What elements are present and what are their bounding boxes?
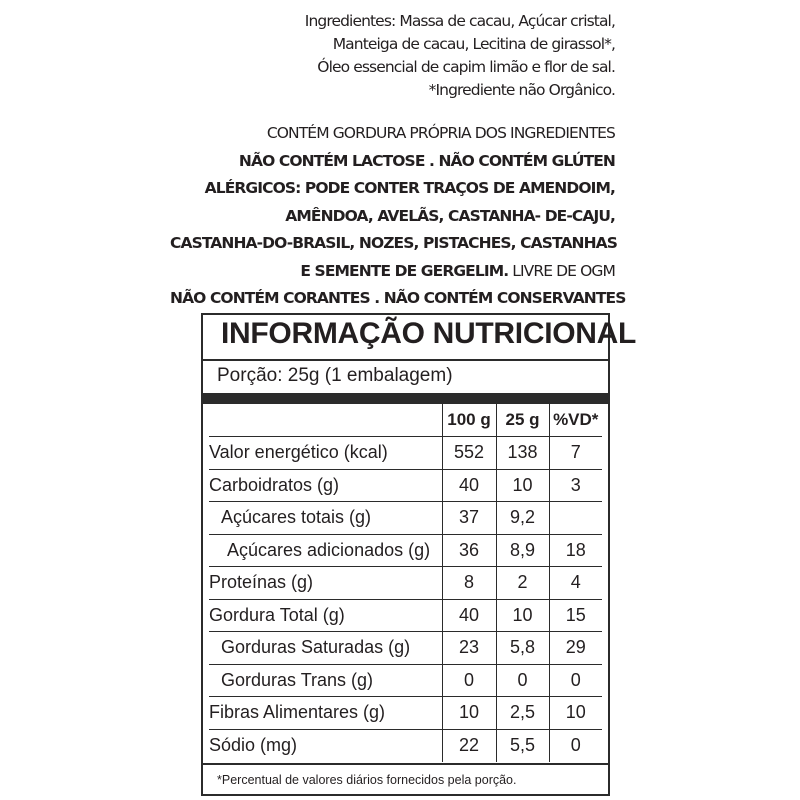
ingredients-footnote: *Ingrediente não Orgânico.: [428, 81, 615, 99]
title-divider: [203, 359, 608, 361]
value-daily-percent: 3: [549, 469, 602, 502]
value-daily-percent: 0: [549, 664, 602, 697]
value-per-100g: 40: [442, 469, 496, 502]
value-daily-percent: 4: [549, 567, 602, 600]
gmo-free-statement: LIVRE DE OGM: [508, 261, 615, 280]
value-daily-percent: 29: [549, 632, 602, 665]
value-per-25g: 0: [496, 664, 549, 697]
value-per-100g: 8: [442, 567, 496, 600]
value-daily-percent: 7: [549, 437, 602, 470]
lactose-gluten-statement: NÃO CONTÉM LACTOSE . NÃO CONTÉM GLÚTEN: [238, 151, 615, 170]
nutrition-title: INFORMAÇÃO NUTRICIONAL: [221, 317, 637, 350]
nutrient-label: Fibras Alimentares (g): [209, 697, 442, 730]
portion-size: Porção: 25g (1 embalagem): [217, 365, 453, 386]
table-row: [209, 632, 602, 665]
nutrient-label: Açúcares adicionados (g): [209, 534, 442, 567]
table-row: [209, 534, 602, 567]
value-per-25g: 9,2: [496, 502, 549, 535]
value-per-100g: 37: [442, 502, 496, 535]
ingredients-line: Manteiga de cacau, Lecitina de girassol*,: [332, 35, 615, 53]
value-per-100g: 552: [442, 437, 496, 470]
nutrient-label: Proteínas (g): [209, 567, 442, 600]
value-daily-percent: [549, 502, 602, 535]
value-per-100g: 36: [442, 534, 496, 567]
column-header-daily-value: %VD*: [549, 404, 602, 437]
nutrient-label: Gorduras Trans (g): [209, 664, 442, 697]
allergen-line: E SEMENTE DE GERGELIM.: [300, 261, 509, 280]
table-row: [209, 469, 602, 502]
footnote-divider: [203, 763, 608, 765]
value-per-25g: 10: [496, 599, 549, 632]
value-per-25g: 5,8: [496, 632, 549, 665]
value-per-25g: 138: [496, 437, 549, 470]
value-per-25g: 5,5: [496, 729, 549, 762]
value-daily-percent: 18: [549, 534, 602, 567]
table-header-row: [209, 404, 602, 437]
portion-divider: [203, 393, 608, 404]
nutrition-table: [209, 404, 602, 762]
value-per-25g: 8,9: [496, 534, 549, 567]
allergen-warnings: [170, 120, 626, 313]
allergen-line: CASTANHA-DO-BRASIL, NOZES, PISTACHES, CASTANHAS: [170, 234, 618, 252]
column-header-per-100g: 100 g: [442, 404, 496, 437]
allergen-line: ALÉRGICOS: PODE CONTER TRAÇOS DE AMENDOIM,: [204, 179, 615, 197]
nutrient-label: Sódio (mg): [209, 729, 442, 762]
nutrient-label: Gordura Total (g): [209, 599, 442, 632]
value-daily-percent: 15: [549, 599, 602, 632]
value-per-100g: 10: [442, 697, 496, 730]
table-row: [209, 697, 602, 730]
nutrient-label: Valor energético (kcal): [209, 437, 442, 470]
value-daily-percent: 10: [549, 697, 602, 730]
table-row: [209, 567, 602, 600]
ingredients-line: Ingredientes: Massa de cacau, Açúcar cristal,: [304, 12, 615, 30]
ingredients-block: [230, 10, 615, 102]
table-row: [209, 729, 602, 762]
value-per-25g: 2,5: [496, 697, 549, 730]
value-per-25g: 10: [496, 469, 549, 502]
value-per-100g: 23: [442, 632, 496, 665]
daily-value-footnote: *Percentual de valores diários fornecidos pela porção.: [217, 773, 517, 787]
colorant-preservative-statement: NÃO CONTÉM CORANTES . NÃO CONTÉM CONSERVANTES: [170, 289, 626, 307]
ingredients-line: Óleo essencial de capim limão e flor de sal.: [317, 58, 615, 76]
value-per-100g: 40: [442, 599, 496, 632]
value-daily-percent: 0: [549, 729, 602, 762]
table-row: [209, 437, 602, 470]
table-row: [209, 502, 602, 535]
nutrient-label: Açúcares totais (g): [209, 502, 442, 535]
nutrition-facts-panel: [201, 313, 637, 796]
value-per-25g: 2: [496, 567, 549, 600]
allergen-line: AMÊNDOA, AVELÃS, CASTANHA- DE-CAJU,: [285, 206, 615, 225]
column-header-per-25g: 25 g: [496, 404, 549, 437]
value-per-100g: 0: [442, 664, 496, 697]
fat-statement: CONTÉM GORDURA PRÓPRIA DOS INGREDIENTES: [266, 124, 615, 142]
table-row: [209, 599, 602, 632]
nutrient-label: Gorduras Saturadas (g): [209, 632, 442, 665]
table-row: [209, 664, 602, 697]
nutrient-label: Carboidratos (g): [209, 469, 442, 502]
column-header-nutrient: [209, 404, 442, 437]
value-per-100g: 22: [442, 729, 496, 762]
